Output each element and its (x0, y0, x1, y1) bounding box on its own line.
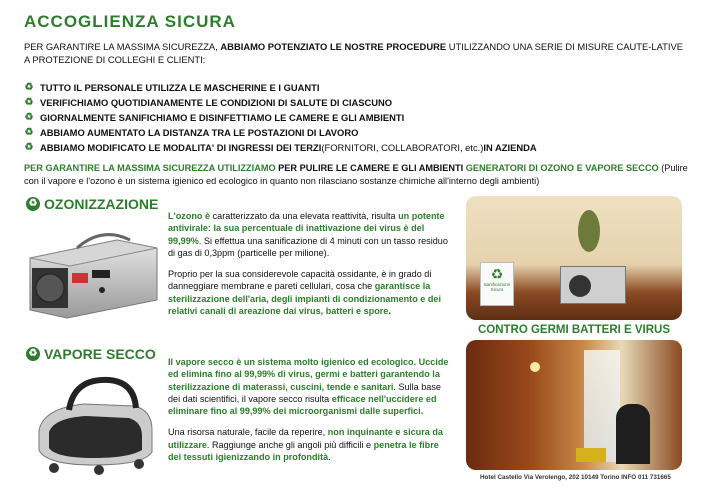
list-item-text: VERIFICHIAMO QUOTIDIANAMENTE LE CONDIZIONI DI SALUTE DI CIASCUNO (40, 97, 393, 108)
ozone-generator-photo (560, 266, 626, 304)
list-item-text: GIORNALMENTE SANIFICHIAMO E DISINFETTIAMO LE CAMERE E GLI AMBIENTI (40, 112, 405, 123)
recycle-icon: ♻ (26, 347, 40, 361)
para2-note: (Pulire con il vapore e l'ozono è un sistema igienico ed ecologico in quanto non rilasciano sostanze chimiche all'interno degli ambienti) (24, 163, 688, 186)
measures-list (24, 80, 689, 155)
list-item (24, 125, 689, 140)
ozone-text: . (388, 306, 391, 317)
intro-part: PER GARANTIRE LA MASSIMA SICUREZZA, (24, 41, 221, 52)
sign-text: Sanificazione Sicura (483, 282, 511, 292)
list-item (24, 95, 689, 110)
lamp (530, 362, 540, 372)
steam-text: non inquinante e sicura da utilizzare (168, 427, 443, 450)
recycle-icon: ♻ (24, 111, 34, 123)
footer-address: Hotel Castello Via Verolengo, 202 10149 Torino INFO 011 731665 (480, 474, 671, 481)
steam-text: . Raggiunge anche gli angoli più difficili e (206, 439, 374, 450)
steam-text: garantendo la sterilizzazione di materassi, cuscini, tende e sanitari (168, 369, 440, 392)
window (584, 350, 620, 462)
worker-silhouette (616, 404, 650, 464)
intro-part: UTILIZZANDO UNA SERIE DI MISURE CAUTE-LATIVE A PROTEZIONE DI COLLEGHI E CLIENTI: (24, 41, 683, 65)
steam-text: penetra le fibre dei tessuti igienizzando in profondità (168, 439, 439, 463)
list-item-text: TUTTO IL PERSONALE UTILIZZA LE MASCHERINE E I GUANTI (40, 82, 320, 93)
list-item-tail: IN AZIENDA (483, 142, 537, 153)
steam-text: Il vapore secco è un sistema molto igienico ed ecologico. Uccide ed elimina fino al 99,99% di virus, germi e batteri (168, 357, 449, 380)
steam-heading-text: VAPORE SECCO (44, 346, 156, 362)
recycle-icon: ♻ (490, 266, 504, 282)
fan (569, 275, 591, 297)
ozone-room-photo (466, 196, 682, 320)
ozone-text: garantisce la sterilizzazione dell'aria, degli impianti di condizionamento e dei relativi canali di areazione dai virus, batteri e spore (168, 281, 442, 317)
ozone-text: Proprio per la sua considerevole capacità ossidante, è in grado di danneggiare membrane e pareti cellulari, cosa che (168, 269, 432, 292)
ozone-text: un potente antivirale: la sua percentuale di inattivazione dei virus è del 99,99% (168, 211, 445, 246)
steam-room-photo (466, 340, 682, 470)
ozone-text: caratterizzato da una elevata reattività, risulta (210, 211, 399, 221)
steam-heading (26, 346, 156, 362)
steam-text: Una risorsa naturale, facile da reperire, (168, 427, 328, 438)
ozone-heading-text: OZONIZZAZIONE (44, 196, 159, 212)
recycle-icon: ♻ (24, 141, 34, 153)
para2-green: PER GARANTIRE LA MASSIMA SICUREZZA UTILIZZIAMO (24, 163, 276, 173)
list-item (24, 80, 689, 95)
list-item (24, 140, 689, 155)
equipment-intro (24, 162, 689, 187)
recycle-icon: ♻ (24, 96, 34, 108)
ozone-heading (26, 196, 158, 212)
steam-text: efficace nell'uccidere ed eliminare fino al 99,99% dei microorganismi dalle superfici. (168, 393, 437, 417)
steam-text: . (328, 452, 331, 463)
intro-bold: ABBIAMO POTENZIATO LE NOSTRE PROCEDURE (220, 41, 447, 52)
intro-text (24, 40, 689, 66)
list-item-extra: (FORNITORI, COLLABORATORI, etc.) (321, 142, 484, 153)
sign-card (480, 262, 514, 306)
para2-green: GENERATORI DI OZONO E VAPORE SECCO (465, 163, 659, 173)
ozone-generator-image (22, 218, 162, 323)
ozone-description (168, 210, 452, 317)
steam-description (168, 356, 452, 463)
steam-text: . Sulla base dei dati scientifici, il vapore secco risulta (168, 381, 441, 404)
list-item-text: ABBIAMO MODIFICATO LE MODALITA' DI INGRESSI DEI TERZI (40, 142, 322, 153)
recycle-icon: ♻ (24, 81, 34, 93)
recycle-icon: ♻ (26, 197, 40, 211)
ozone-text: L'ozono è (168, 211, 211, 221)
wall-decor (578, 210, 600, 252)
list-item (24, 110, 689, 125)
recycle-icon: ♻ (24, 126, 34, 138)
page-title: ACCOGLIENZA SICURA (24, 12, 236, 31)
photo-caption: CONTRO GERMI BATTERI E VIRUS (477, 324, 671, 336)
steam-machine (576, 448, 606, 462)
steam-cleaner-image (24, 370, 164, 475)
ozone-text: . Si effettua una sanificazione di 4 minuti con un tasso residuo di gas di 0,3ppm (particelle per milione). (168, 235, 448, 258)
para2-bold: PER PULIRE LE CAMERE E GLI AMBIENTI (275, 163, 466, 173)
list-item-text: ABBIAMO AUMENTATO LA DISTANZA TRA LE POSTAZIONI DI LAVORO (40, 127, 359, 138)
